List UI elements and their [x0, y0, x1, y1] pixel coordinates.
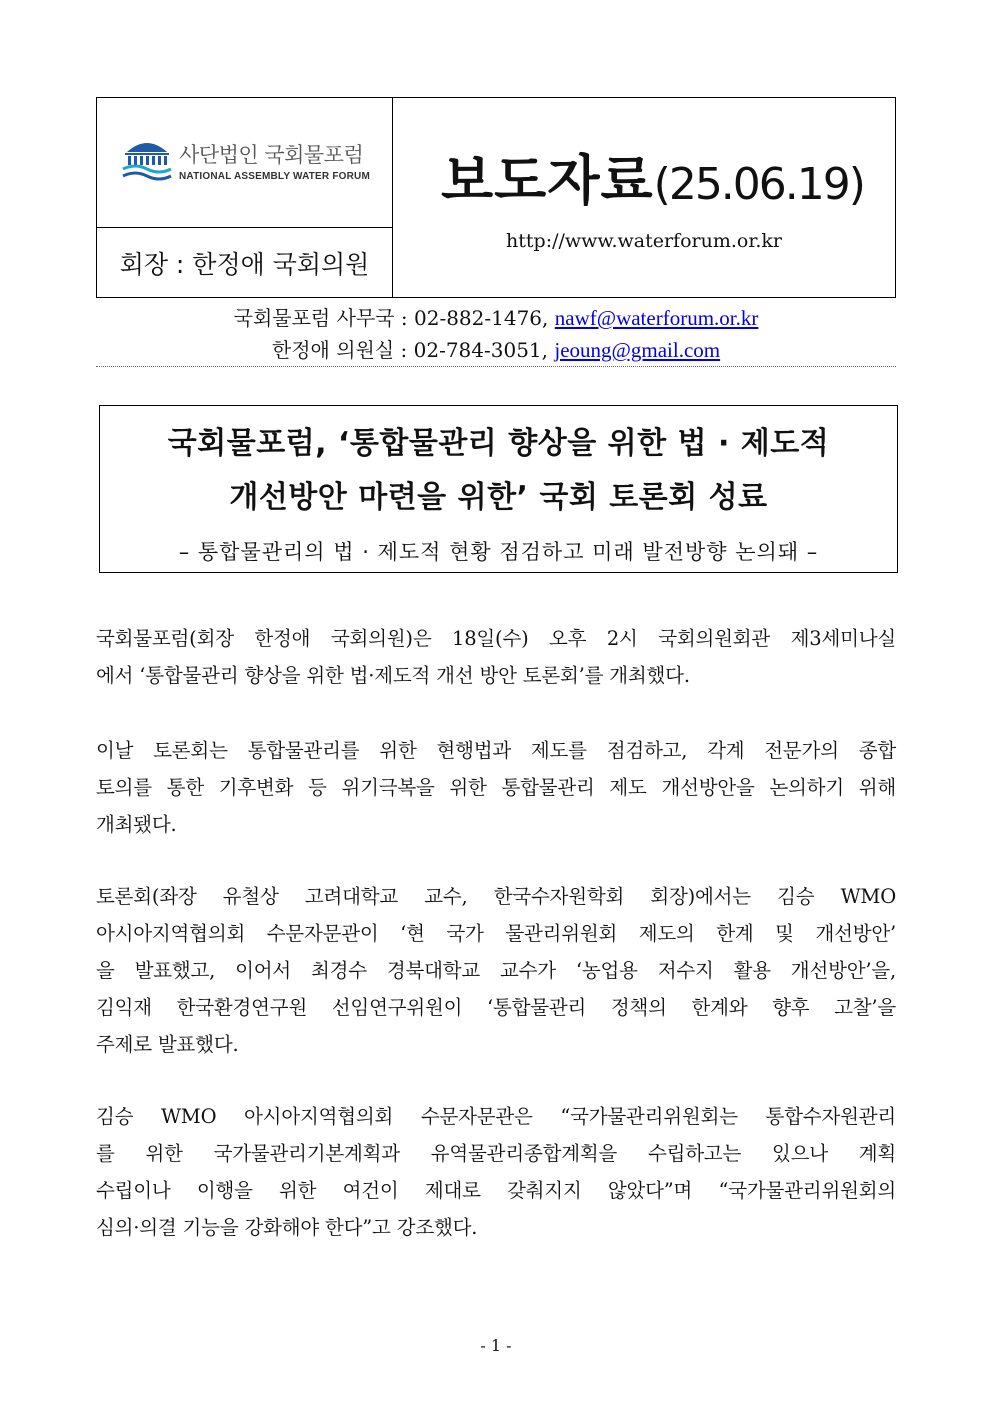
header-table [96, 97, 896, 298]
text-line: 국회물포럼(회장 한정애 국회의원)은 18일(수) 오후 2시 국회의원회관 제3세미나실 [96, 627, 896, 650]
text-line: 아시아지역협의회 수문자문관이 ‘현 국가 물관리위원회 제도의 한계 및 개선방안’ [96, 922, 896, 945]
text-line: 수립이나 이행을 위한 여건이 제대로 갖춰지지 않았다”며 “국가물관리위원회의 [96, 1179, 896, 1202]
headline-box [99, 405, 898, 573]
text-line: 심의·의결 기능을 강화해야 한다”고 강조했다. [96, 1216, 478, 1239]
assembly-dome-icon [121, 138, 173, 182]
website-url[interactable]: http://www.waterforum.or.kr [506, 230, 782, 252]
press-release-title [441, 138, 864, 215]
logo-cell [97, 98, 393, 228]
text-line: 김익재 한국환경연구원 선임연구위원이 ‘통합물관리 정책의 한계와 향후 고찰’을 [96, 996, 896, 1019]
logo-text-korean: 사단법인 국회물포럼 [179, 142, 364, 167]
text-line: 개최됐다. [96, 813, 177, 836]
text-line: 토의를 통한 기후변화 등 위기극복을 위한 통합물관리 제도 개선방안을 논의하기 위해 [96, 776, 896, 799]
text-line: 토론회(좌장 유철상 고려대학교 교수, 한국수자원학회 회장)에서는 김승 WMO [96, 885, 896, 908]
contact-secretariat [96, 302, 896, 331]
paragraph [96, 732, 896, 843]
contact-label: 한정애 의원실 : 02-784-3051, [271, 338, 555, 362]
headline-line: 개선방안 마련을 위한’ 국회 토론회 성료 [229, 480, 768, 515]
text-line: 김승 WMO 아시아지역협의회 수문자문관은 “국가물관리위원회는 통합수자원관리 [96, 1105, 896, 1128]
email-link[interactable]: jeoung@gmail.com [554, 338, 721, 362]
forum-logo [121, 138, 370, 182]
email-link[interactable]: nawf@waterforum.or.kr [554, 306, 759, 330]
text-line: 을 발표했고, 이어서 최경수 경북대학교 교수가 ‘농업용 저수지 활용 개선방안’을, [96, 959, 896, 982]
text-line: 에서 ‘통합물관리 향상을 위한 법·제도적 개선 방안 토론회’를 개최했다. [96, 664, 690, 687]
text-line: 주제로 발표했다. [96, 1033, 239, 1056]
paragraph [96, 620, 896, 694]
text-line: 이날 토론회는 통합물관리를 위한 현행법과 제도를 점검하고, 각계 전문가의 종합 [96, 739, 896, 762]
chair-cell: 회장 : 한정애 국회의원 [97, 228, 393, 297]
subheadline: – 통합물관리의 법 · 제도적 현황 점검하고 미래 발전방향 논의돼 – [178, 540, 819, 564]
contact-label: 국회물포럼 사무국 : 02-882-1476, [233, 306, 555, 330]
divider [96, 366, 896, 367]
title-cell [393, 98, 895, 297]
logo-text-english: NATIONAL ASSEMBLY WATER FORUM [179, 170, 370, 182]
paragraph [96, 1098, 896, 1246]
contact-office [96, 334, 896, 363]
press-date: (25.06.19) [653, 159, 864, 210]
headline-line: 국회물포럼, ‘통합물관리 향상을 위한 법 · 제도적 [167, 426, 830, 461]
page-number: - 1 - [480, 1336, 512, 1355]
press-title-text: 보도자료 [441, 149, 654, 212]
text-line: 를 위한 국가물관리기본계획과 유역물관리종합계획을 수립하고는 있으나 계획 [96, 1142, 896, 1165]
paragraph [96, 878, 896, 1063]
